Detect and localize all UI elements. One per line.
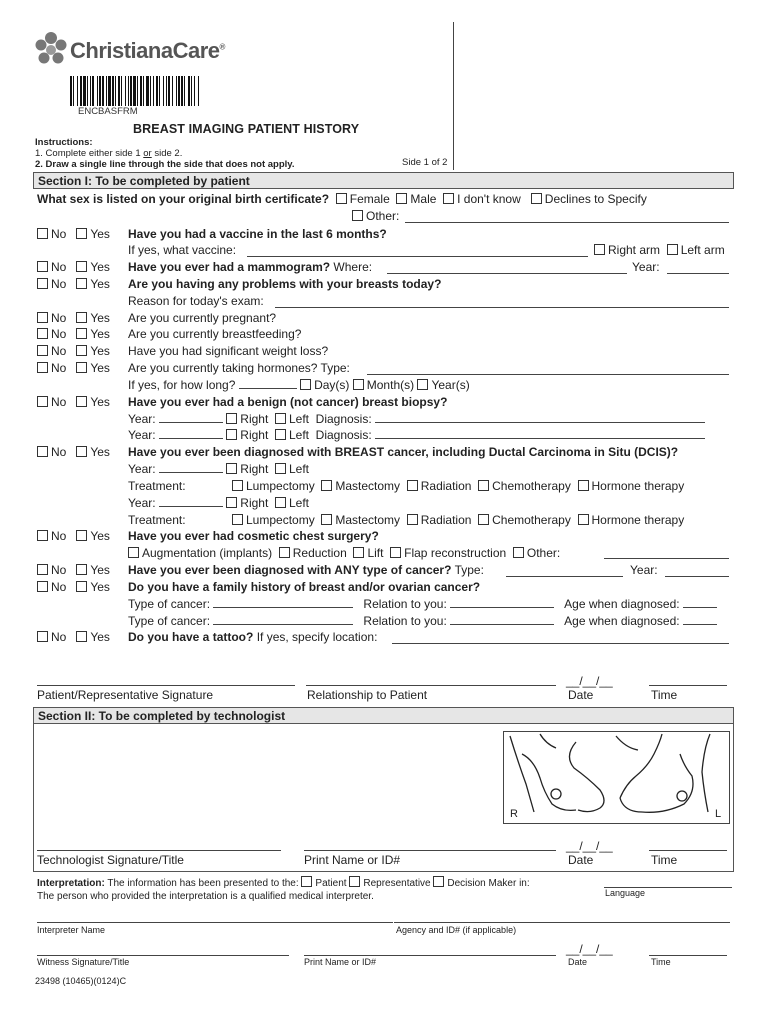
mammogram-where-field[interactable] xyxy=(387,273,627,274)
cosmetic-options: Augmentation (implants) Reduction Lift Flap reconstruction Other: xyxy=(128,546,560,560)
checkbox-treatment[interactable] xyxy=(578,480,589,491)
vaccine-field[interactable] xyxy=(247,256,588,257)
checkbox-biopsy-left[interactable] xyxy=(275,413,286,424)
yes-no-options xyxy=(37,361,110,375)
checkbox-treatment[interactable] xyxy=(321,514,332,525)
yes-label: Yes xyxy=(90,630,110,644)
yes-label: Yes xyxy=(90,344,110,358)
mammogram-question-row: Have you ever had a mammogram? Where: xyxy=(128,260,373,274)
mammogram-year-label: Year: xyxy=(632,260,660,274)
diagram-label-left: L xyxy=(715,808,722,820)
checkbox-cancer-right[interactable] xyxy=(226,497,237,508)
checkbox-biopsy-right[interactable] xyxy=(226,413,237,424)
witness-time-field[interactable] xyxy=(649,955,727,956)
checkbox-no[interactable] xyxy=(37,564,48,575)
checkbox-no[interactable] xyxy=(37,228,48,239)
family-history-row: Type of cancer: Relation to you: Age when diagnosed: xyxy=(128,597,717,611)
yes-no-options xyxy=(37,445,110,459)
sex-other-field[interactable] xyxy=(405,222,729,223)
checkbox-yes[interactable] xyxy=(76,564,87,575)
any-cancer-row: Have you ever been diagnosed with ANY type of cancer? Type: xyxy=(128,563,484,577)
checkbox-yes[interactable] xyxy=(76,328,87,339)
how-long-field[interactable] xyxy=(239,388,297,389)
tech-print-name-field[interactable] xyxy=(304,850,556,851)
agency-field[interactable] xyxy=(394,922,730,923)
checkbox-biopsy-right[interactable] xyxy=(226,429,237,440)
interpreter-name-field[interactable] xyxy=(37,922,393,923)
witness-date-field[interactable]: __/__/__ xyxy=(566,942,613,956)
checkbox-yes[interactable] xyxy=(76,228,87,239)
checkbox-treatment[interactable] xyxy=(321,480,332,491)
arm-options: Right arm Left arm xyxy=(594,243,725,257)
checkbox-days[interactable] xyxy=(300,379,311,390)
checkbox-no[interactable] xyxy=(37,278,48,289)
checkbox-declines[interactable] xyxy=(531,193,542,204)
cancer-treatment-row: Treatment: Lumpectomy Mastectomy Radiation Chemotherapy Hormone therapy xyxy=(128,513,685,527)
checkbox-no[interactable] xyxy=(37,446,48,457)
checkbox-lift[interactable] xyxy=(353,547,364,558)
yes-no-options xyxy=(37,563,110,577)
yes-no-options xyxy=(37,580,110,594)
checkbox-interp-representative[interactable] xyxy=(349,876,360,887)
yes-no-options xyxy=(37,227,110,241)
tech-time-field[interactable] xyxy=(649,850,727,851)
yes-no-options xyxy=(37,277,110,291)
problems-question: Are you having any problems with your breasts today? xyxy=(128,277,442,291)
header-divider xyxy=(453,22,454,170)
cancer-year-row: Year: Right Left xyxy=(128,462,309,476)
checkbox-yes[interactable] xyxy=(76,581,87,592)
yes-label: Yes xyxy=(90,311,110,325)
yes-label: Yes xyxy=(90,445,110,459)
breastfeeding-question: Are you currently breastfeeding? xyxy=(128,327,302,341)
no-label: No xyxy=(51,529,67,543)
checkbox-other[interactable] xyxy=(352,210,363,221)
cancer-treatment-row: Treatment: Lumpectomy Mastectomy Radiation Chemotherapy Hormone therapy xyxy=(128,479,685,493)
family-cancer-type-field[interactable] xyxy=(213,624,353,625)
checkbox-cancer-left[interactable] xyxy=(275,497,286,508)
page-title: BREAST IMAGING PATIENT HISTORY xyxy=(133,122,360,136)
biopsy-diagnosis-field[interactable] xyxy=(375,422,705,423)
yes-label: Yes xyxy=(90,563,110,577)
checkbox-flap[interactable] xyxy=(390,547,401,558)
checkbox-male[interactable] xyxy=(396,193,407,204)
instructions-label: Instructions: xyxy=(35,137,93,148)
mammogram-year-field[interactable] xyxy=(667,273,729,274)
checkbox-cancer-left[interactable] xyxy=(275,463,286,474)
how-long-row: If yes, for how long? Day(s) Month(s) Year(s) xyxy=(128,378,470,392)
checkbox-yes[interactable] xyxy=(76,631,87,642)
patient-time-field[interactable] xyxy=(649,685,727,686)
breast-outline-image xyxy=(504,732,729,823)
biopsy-diagnosis-field[interactable] xyxy=(375,438,705,439)
pregnant-question: Are you currently pregnant? xyxy=(128,311,277,325)
sex-question: What sex is listed on your original birth certificate? xyxy=(37,192,330,206)
checkbox-no[interactable] xyxy=(37,631,48,642)
yes-no-options xyxy=(37,395,110,409)
patient-signature-field[interactable] xyxy=(37,685,295,686)
checkbox-yes[interactable] xyxy=(76,530,87,541)
checkbox-cosmetic-other[interactable] xyxy=(513,547,524,558)
form-code: ENCBASFRM xyxy=(78,106,138,117)
interpretation-row: Interpretation: The information has been presented to the: Patient Representative Decision Maker in: xyxy=(37,878,530,889)
any-cancer-type-field[interactable] xyxy=(506,576,623,577)
family-history-row: Type of cancer: Relation to you: Age when diagnosed: xyxy=(128,614,717,628)
checkbox-yes[interactable] xyxy=(76,396,87,407)
checkbox-yes[interactable] xyxy=(76,345,87,356)
interpreter-statement: The person who provided the interpretation is a qualified medical interpreter. xyxy=(37,891,374,902)
vaccine-which-label: If yes, what vaccine: xyxy=(128,243,237,257)
checkbox-yes[interactable] xyxy=(76,312,87,323)
checkbox-female[interactable] xyxy=(336,193,347,204)
reason-label: Reason for today's exam: xyxy=(128,294,264,308)
section-2-header: Section II: To be completed by technologist xyxy=(33,707,734,724)
no-label: No xyxy=(51,227,67,241)
no-label: No xyxy=(51,327,67,341)
witness-time-label: Time xyxy=(651,957,671,967)
witness-signature-label: Witness Signature/Title xyxy=(37,957,130,967)
instruction-1: 1. Complete either side 1 or side 2. xyxy=(35,148,183,159)
no-label: No xyxy=(51,260,67,274)
no-label: No xyxy=(51,445,67,459)
patient-time-label: Time xyxy=(651,688,678,702)
yes-label: Yes xyxy=(90,395,110,409)
weight-question: Have you had significant weight loss? xyxy=(128,344,329,358)
any-cancer-year-label: Year: xyxy=(630,563,658,577)
family-relation-field[interactable] xyxy=(450,607,554,608)
checkbox-months[interactable] xyxy=(353,379,364,390)
logo-text: ChristianaCare® xyxy=(70,38,225,63)
relationship-field[interactable] xyxy=(306,685,556,686)
hormones-question: Are you currently taking hormones? Type: xyxy=(128,361,350,375)
cosmetic-other-field[interactable] xyxy=(604,558,729,559)
checkbox-no[interactable] xyxy=(37,261,48,272)
checkbox-right-arm[interactable] xyxy=(594,244,605,255)
yes-label: Yes xyxy=(90,361,110,375)
checkbox-no[interactable] xyxy=(37,396,48,407)
biopsy-year-field[interactable] xyxy=(159,422,223,423)
checkbox-left-arm[interactable] xyxy=(667,244,678,255)
checkbox-yes[interactable] xyxy=(76,261,87,272)
checkbox-no[interactable] xyxy=(37,312,48,323)
yes-label: Yes xyxy=(90,277,110,291)
sex-other-row: Other: xyxy=(352,209,399,223)
no-label: No xyxy=(51,277,67,291)
family-relation-field[interactable] xyxy=(450,624,554,625)
biopsy-detail-row: Year: Right Left Diagnosis: xyxy=(128,428,705,442)
checkbox-yes[interactable] xyxy=(76,278,87,289)
logo-icon xyxy=(34,30,68,70)
checkbox-no[interactable] xyxy=(37,530,48,541)
yes-no-options xyxy=(37,327,110,341)
yes-no-options xyxy=(37,311,110,325)
hormones-type-field[interactable] xyxy=(367,374,729,375)
no-label: No xyxy=(51,563,67,577)
checkbox-years[interactable] xyxy=(417,379,428,390)
yes-label: Yes xyxy=(90,529,110,543)
technologist-signature-field[interactable] xyxy=(37,850,281,851)
patient-signature-label: Patient/Representative Signature xyxy=(37,688,214,702)
biopsy-detail-row: Year: Right Left Diagnosis: xyxy=(128,412,705,426)
instructions xyxy=(35,137,295,170)
checkbox-dont-know[interactable] xyxy=(443,193,454,204)
cosmetic-question: Have you ever had cosmetic chest surgery? xyxy=(128,529,379,543)
checkbox-treatment[interactable] xyxy=(407,514,418,525)
yes-no-options xyxy=(37,529,110,543)
tech-time-label: Time xyxy=(651,853,678,867)
checkbox-treatment[interactable] xyxy=(407,480,418,491)
barcode xyxy=(70,76,294,106)
checkbox-biopsy-left[interactable] xyxy=(275,429,286,440)
checkbox-no[interactable] xyxy=(37,581,48,592)
checkbox-treatment[interactable] xyxy=(232,514,243,525)
cancer-year-field[interactable] xyxy=(159,472,223,473)
instruction-2: 2. Draw a single line through the side that does not apply. xyxy=(35,159,295,170)
sex-question-row: What sex is listed on your original birth certificate? Female Male I don't know Declines to Specify xyxy=(37,192,647,206)
cancer-year-field[interactable] xyxy=(159,506,223,507)
biopsy-question: Have you ever had a benign (not cancer) breast biopsy? xyxy=(128,395,448,409)
yes-label: Yes xyxy=(90,227,110,241)
biopsy-year-field[interactable] xyxy=(159,438,223,439)
checkbox-interp-patient[interactable] xyxy=(301,876,312,887)
checkbox-cancer-right[interactable] xyxy=(226,463,237,474)
vaccine-question: Have you had a vaccine in the last 6 months? xyxy=(128,227,387,241)
checkbox-yes[interactable] xyxy=(76,446,87,457)
breast-diagram[interactable] xyxy=(503,731,730,824)
diagram-label-right: R xyxy=(510,808,518,820)
no-label: No xyxy=(51,344,67,358)
technologist-signature-label: Technologist Signature/Title xyxy=(37,853,184,867)
witness-print-name-field[interactable] xyxy=(304,955,556,956)
section-2-divider xyxy=(33,871,734,872)
checkbox-no[interactable] xyxy=(37,362,48,373)
relationship-label: Relationship to Patient xyxy=(307,688,428,702)
checkbox-no[interactable] xyxy=(37,345,48,356)
tattoo-field[interactable] xyxy=(392,643,729,644)
any-cancer-year-field[interactable] xyxy=(665,576,729,577)
language-label: Language xyxy=(605,888,646,898)
checkbox-interp-decision-maker[interactable] xyxy=(433,876,444,887)
checkbox-augmentation[interactable] xyxy=(128,547,139,558)
family-cancer-type-field[interactable] xyxy=(213,607,353,608)
checkbox-treatment[interactable] xyxy=(478,480,489,491)
family-age-field[interactable] xyxy=(683,624,717,625)
tech-date-label: Date xyxy=(568,853,594,867)
no-label: No xyxy=(51,361,67,375)
no-label: No xyxy=(51,580,67,594)
cancer-year-row: Year: Right Left xyxy=(128,496,309,510)
cancer-question: Have you ever been diagnosed with BREAST cancer, including Ductal Carcinoma in Situ (DCIS)? xyxy=(128,445,679,459)
yes-no-options xyxy=(37,260,110,274)
no-label: No xyxy=(51,311,67,325)
tech-print-name-label: Print Name or ID# xyxy=(304,853,401,867)
family-age-field[interactable] xyxy=(683,607,717,608)
tattoo-row: Do you have a tattoo? If yes, specify location: xyxy=(128,630,378,644)
yes-no-options xyxy=(37,630,110,644)
yes-no-options xyxy=(37,344,110,358)
checkbox-treatment[interactable] xyxy=(232,480,243,491)
yes-label: Yes xyxy=(90,327,110,341)
side-indicator: Side 1 of 2 xyxy=(402,157,448,168)
no-label: No xyxy=(51,395,67,409)
patient-date-field[interactable]: __/__/__ xyxy=(566,674,613,688)
patient-date-label: Date xyxy=(568,688,594,702)
checkbox-yes[interactable] xyxy=(76,362,87,373)
section-1-header: Section I: To be completed by patient xyxy=(33,172,734,189)
witness-signature-field[interactable] xyxy=(37,955,289,956)
footer-code: 23498 (10465)(0124)C xyxy=(35,976,127,986)
no-label: No xyxy=(51,630,67,644)
witness-print-name-label: Print Name or ID# xyxy=(304,957,377,967)
checkbox-reduction[interactable] xyxy=(279,547,290,558)
tech-date-field[interactable]: __/__/__ xyxy=(566,839,613,853)
reason-field[interactable] xyxy=(275,307,729,308)
yes-label: Yes xyxy=(90,580,110,594)
checkbox-no[interactable] xyxy=(37,328,48,339)
checkbox-treatment[interactable] xyxy=(478,514,489,525)
checkbox-treatment[interactable] xyxy=(578,514,589,525)
yes-label: Yes xyxy=(90,260,110,274)
interpreter-name-label: Interpreter Name xyxy=(37,925,106,935)
family-question: Do you have a family history of breast and/or ovarian cancer? xyxy=(128,580,481,594)
agency-label: Agency and ID# (if applicable) xyxy=(396,925,517,935)
witness-date-label: Date xyxy=(568,957,588,967)
